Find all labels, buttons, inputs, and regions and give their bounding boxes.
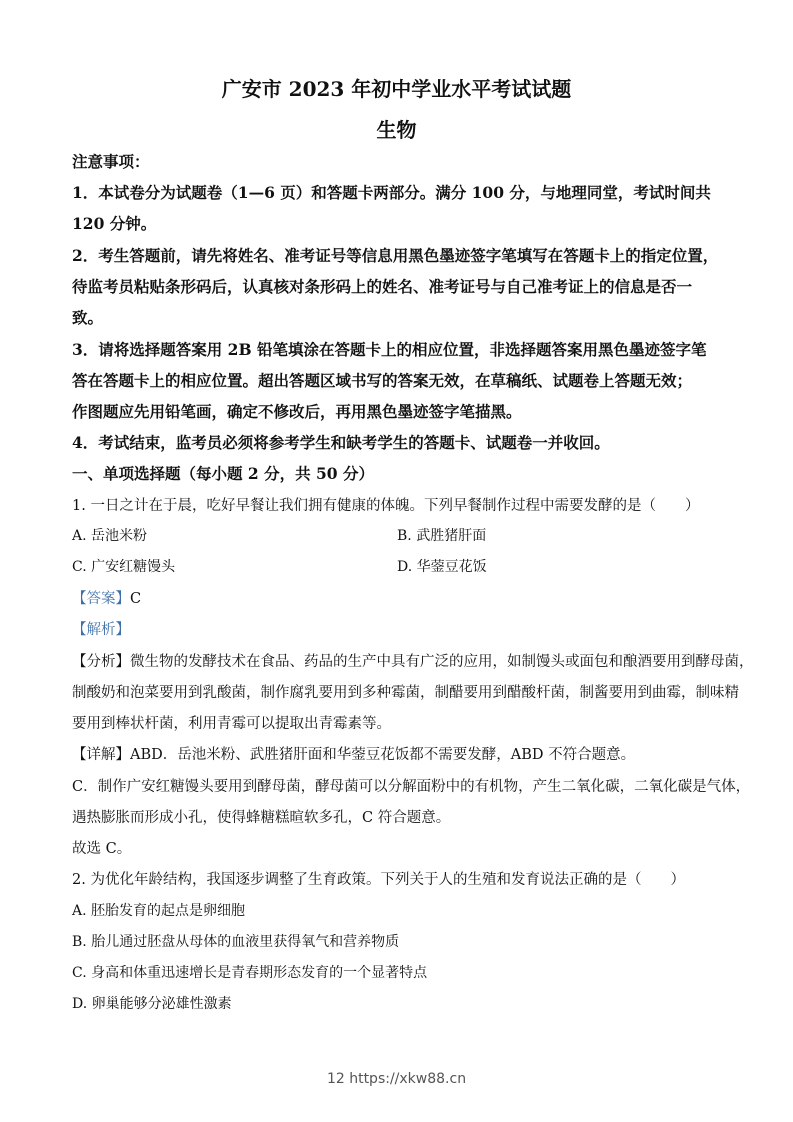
fenxi-text: 微生物的发酵技术在食品、药品的生产中具有广泛的应用，如制馒头或面包和酿酒要用到酵母菌， bbox=[130, 654, 754, 670]
notice-line: 2．考生答题前，请先将姓名、准考证号等信息用黑色墨迹签字笔填写在答题卡上的指定位置， bbox=[72, 246, 719, 265]
fenxi-line: 要用到棒状杆菌，利用青霉可以提取出青霉素等。 bbox=[72, 716, 391, 732]
document-subject: 生物 bbox=[376, 118, 417, 142]
notice-line: 答在答题卡上的相应位置。超出答题区域书写的答案无效，在草稿纸、试题卷上答题无效； bbox=[72, 371, 693, 390]
question-2-option-c: C. 身高和体重迅速增长是青春期形态发育的一个显著特点 bbox=[72, 965, 428, 981]
answer-label: 【答案】 bbox=[72, 591, 130, 607]
question-2-stem: 2. 为优化年龄结构，我国逐步调整了生育政策。下列关于人的生殖和发育说法正确的是（ ） bbox=[72, 872, 685, 888]
question-2-option-d: D. 卵巢能够分泌雄性激素 bbox=[72, 996, 232, 1012]
xiangjie-line: 遇热膨胀而形成小孔，使得蜂糖糕暄软多孔，C 符合题意。 bbox=[72, 810, 451, 826]
notice-line: 3．请将选择题答案用 2B 铅笔填涂在答题卡上的相应位置，非选择题答案用黑色墨迹签字笔 bbox=[72, 340, 707, 359]
notice-line: 1．本试卷分为试题卷（1—6 页）和答题卡两部分。满分 100 分，与地理同堂，考试时间共 bbox=[72, 183, 711, 202]
xiangjie-line bbox=[72, 743, 635, 764]
fenxi-line: 制酸奶和泡菜要用到乳酸菌，制作腐乳要用到多种霉菌，制醋要用到醋酸杆菌，制酱要用到曲霉，制味精 bbox=[72, 685, 739, 701]
conclusion: 故选 C。 bbox=[72, 841, 132, 857]
answer-row bbox=[72, 587, 141, 608]
question-1-option-a: A. 岳池米粉 bbox=[72, 528, 148, 544]
notice-line: 作图题应先用铅笔画，确定不修改后，再用黑色墨迹签字笔描黑。 bbox=[72, 402, 522, 421]
question-2-option-a: A. 胚胎发育的起点是卵细胞 bbox=[72, 903, 246, 919]
notice-line: 120 分钟。 bbox=[72, 214, 157, 233]
fenxi-label: 【分析】 bbox=[72, 654, 130, 670]
question-1-option-c: C. 广安红糖馒头 bbox=[72, 559, 176, 575]
xiangjie-label: 【详解】 bbox=[72, 747, 130, 763]
notice-heading: 注意事项： bbox=[72, 152, 150, 171]
question-2-option-b: B. 胎儿通过胚盘从母体的血液里获得氧气和营养物质 bbox=[72, 934, 400, 950]
section-heading: 一、单项选择题（每小题 2 分，共 50 分） bbox=[72, 464, 374, 483]
analysis-label: 【解析】 bbox=[72, 622, 130, 638]
answer-value: C bbox=[130, 591, 142, 607]
page-footer: 12 https://xkw88.cn bbox=[326, 1071, 467, 1087]
notice-line: 致。 bbox=[72, 308, 104, 327]
notice-line: 待监考员粘贴条形码后，认真核对条形码上的姓名、准考证号与自己准考证上的信息是否一 bbox=[72, 277, 693, 296]
xiangjie-line: C．制作广安红糖馒头要用到酵母菌，酵母菌可以分解面粉中的有机物，产生二氧化碳，二氧化碳是气体， bbox=[72, 779, 751, 795]
document-title: 广安市 2023 年初中学业水平考试试题 bbox=[221, 77, 572, 101]
xiangjie-text: ABD．岳池米粉、武胜猪肝面和华蓥豆花饭都不需要发酵，ABD 不符合题意。 bbox=[130, 747, 636, 763]
question-1-option-b: B. 武胜猪肝面 bbox=[397, 528, 487, 544]
question-1-option-d: D. 华蓥豆花饭 bbox=[397, 559, 487, 575]
question-1-stem: 1. 一日之计在于晨，吃好早餐让我们拥有健康的体魄。下列早餐制作过程中需要发酵的是（ ） bbox=[72, 498, 700, 514]
fenxi-line bbox=[72, 650, 754, 671]
notice-line: 4．考试结束，监考员必须将参考学生和缺考学生的答题卡、试题卷一并收回。 bbox=[72, 433, 610, 452]
